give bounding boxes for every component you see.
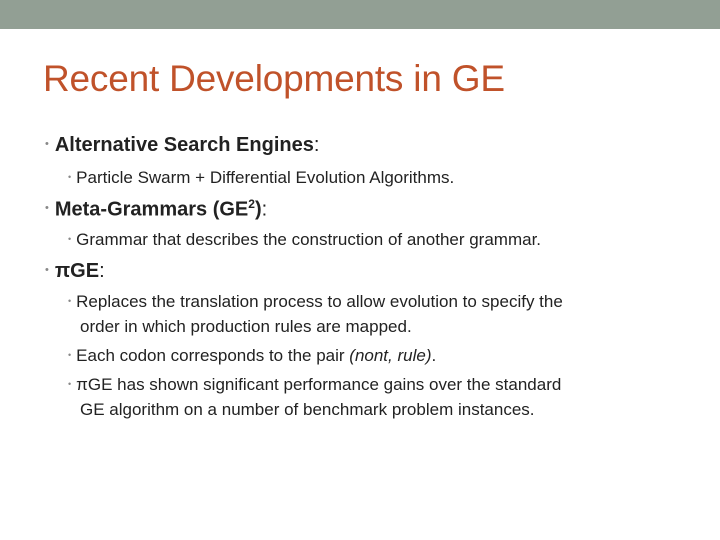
sub-bullet-text: Grammar that describes the construction of another grammar. — [76, 230, 542, 249]
sub-bullet-performance-gains — [68, 375, 561, 395]
bullet-dot-icon: • — [68, 233, 72, 244]
bullet-dot-icon: • — [45, 202, 49, 215]
sub-bullet-italic: (nont, rule) — [349, 346, 432, 365]
sub-bullet-end: . — [431, 346, 437, 365]
slide-title: Recent Developments in GE — [43, 58, 505, 99]
bullet-suffix: : — [313, 134, 320, 156]
sub-bullet-text: Particle Swarm + Differential Evolution Algorithms. — [76, 168, 455, 187]
sub-bullet-pso-de — [68, 168, 454, 188]
bullet-heading: Meta-Grammars (GE — [54, 198, 249, 221]
bullet-dot-icon: • — [68, 378, 72, 389]
bullet-dot-icon: • — [68, 349, 72, 360]
bullet-heading-close: ) — [254, 198, 262, 221]
bullet-heading: πGE — [54, 260, 100, 282]
bullet-dot-icon: • — [45, 137, 49, 150]
bullet-dot-icon: • — [45, 263, 49, 276]
bullet-dot-icon: • — [68, 171, 72, 182]
bullet-dot-icon: • — [68, 295, 72, 306]
bullet-heading-superscript: 2 — [248, 197, 255, 211]
bullet-alternative-search-engines — [45, 134, 319, 157]
bullet-meta-grammars — [45, 197, 267, 222]
bullet-pi-ge — [45, 260, 105, 283]
bullet-suffix: : — [99, 260, 105, 282]
sub-bullet-text-line2: GE algorithm on a number of benchmark problem instances. — [80, 400, 535, 419]
sub-bullet-grammar-description — [68, 230, 541, 250]
bullet-heading: Alternative Search Engines — [54, 134, 314, 156]
sub-bullet-text-line1: πGE has shown significant performance gains over the standard — [76, 375, 562, 394]
bullet-suffix: : — [261, 198, 268, 221]
sub-bullet-translation-process — [68, 292, 563, 312]
sub-bullet-text-line1: Replaces the translation process to allow evolution to specify the — [76, 292, 563, 311]
sub-bullet-text-line2: order in which production rules are mapped. — [80, 317, 412, 336]
sub-bullet-codon-pair — [68, 346, 436, 366]
sub-bullet-text: Each codon corresponds to the pair — [76, 346, 350, 365]
